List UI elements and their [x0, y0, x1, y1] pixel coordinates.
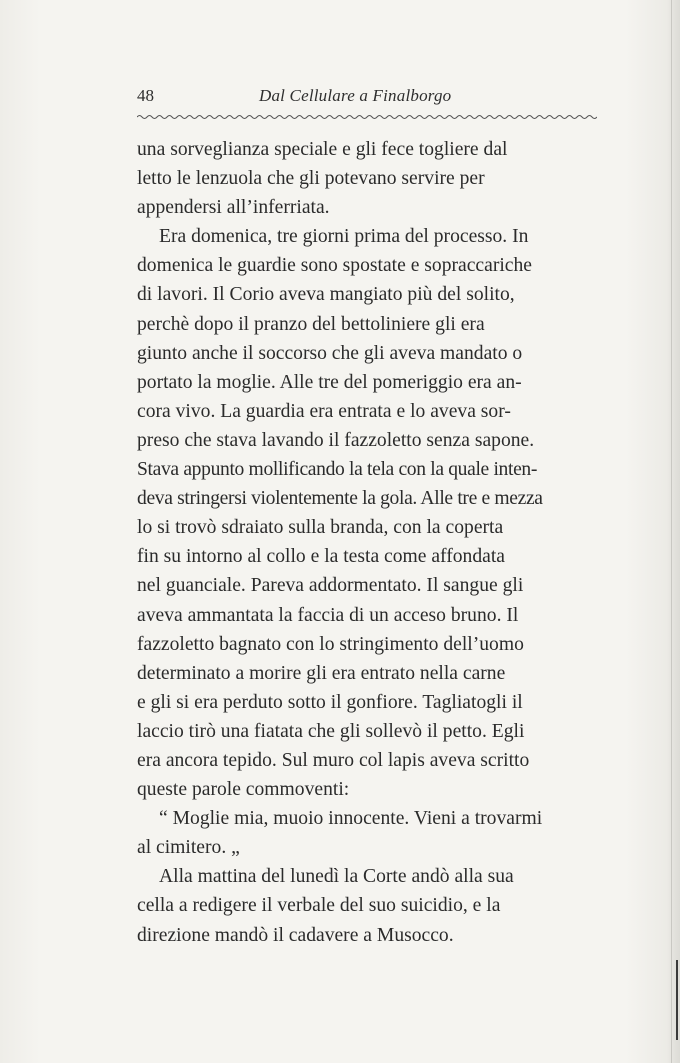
text-line: deva stringersi violentemente la gola. Alle tre e mezza — [137, 488, 543, 510]
text-line: cora vivo. La guardia era entrata e lo aveva sor- — [137, 400, 511, 422]
text-line: “ Moglie mia, muoio innocente. Vieni a trovarmi — [159, 808, 543, 830]
text-line: giunto anche il soccorso che gli aveva mandato o — [137, 342, 523, 364]
running-title: Dal Cellulare a Finalborgo — [259, 86, 452, 105]
text-line: fazzoletto bagnato con lo stringimento dell’uomo — [137, 633, 524, 655]
text-line: letto le lenzuola che gli potevano servire per — [137, 168, 485, 190]
decorative-rule — [137, 112, 597, 122]
text-line: appendersi all’inferriata. — [137, 197, 330, 219]
text-line: laccio tirò una fiatata che gli sollevò il petto. Egli — [137, 720, 525, 742]
text-line: fin su intorno al collo e la testa come affondata — [137, 546, 505, 568]
body-text — [137, 135, 597, 950]
text-line: aveva ammantata la faccia di un acceso bruno. Il — [137, 604, 519, 626]
page-number: 48 — [137, 86, 154, 105]
text-line: al cimitero. „ — [137, 837, 240, 859]
text-line: nel guanciale. Pareva addormentato. Il sangue gli — [137, 575, 524, 597]
text-line: una sorveglianza speciale e gli fece togliere dal — [137, 139, 508, 160]
text-line: domenica le guardie sono spostate e sopraccariche — [137, 255, 532, 277]
text-line: Stava appunto mollificando la tela con la quale inten- — [137, 459, 538, 481]
text-line: cella a redigere il verbale del suo suicidio, e la — [137, 895, 501, 917]
text-line: di lavori. Il Corio aveva mangiato più del solito, — [137, 284, 515, 306]
text-line: queste parole commoventi: — [137, 779, 350, 801]
page-edge-mark — [676, 960, 678, 1040]
text-line: e gli si era perduto sotto il gonfiore. Tagliatogli il — [137, 691, 523, 713]
text-line: portato la moglie. Alle tre del pomeriggio era an- — [137, 371, 522, 393]
page-edge — [671, 0, 672, 1063]
text-line: Era domenica, tre giorni prima del processo. In — [159, 226, 529, 248]
text-line: direzione mandò il cadavere a Musocco. — [137, 924, 454, 946]
text-line: preso che stava lavando il fazzoletto senza sapone. — [137, 429, 535, 451]
text-line: perchè dopo il pranzo del bettoliniere gli era — [137, 313, 485, 335]
text-line: determinato a morire gli era entrato nella carne — [137, 662, 506, 684]
text-line: Alla mattina del lunedì la Corte andò alla sua — [159, 866, 514, 888]
running-header — [137, 86, 597, 110]
text-line: era ancora tepido. Sul muro col lapis aveva scritto — [137, 749, 530, 771]
text-line: lo si trovò sdraiato sulla branda, con la coperta — [137, 517, 504, 539]
